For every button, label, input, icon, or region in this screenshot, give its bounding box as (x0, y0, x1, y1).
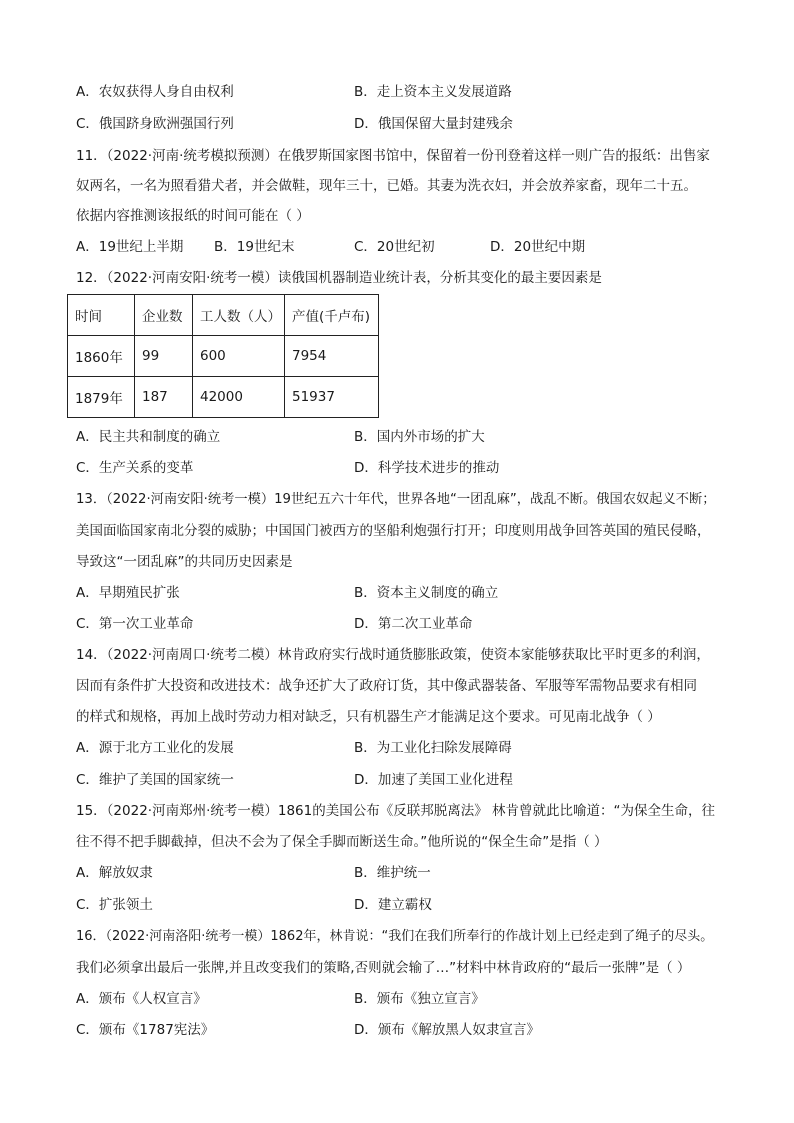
table-row (68, 377, 379, 418)
q15-stem-line-1: 15．（2022·河南郑州·统考一模）1861的美国公布《反联邦脱离法》 林肯曾就此比喻道：“为保全生命，往 (76, 803, 716, 819)
q14-stem-line-2: 因而有条件扩大投资和改进技术：战争还扩大了政府订货，其中像武器装备、军服等军需物品要求有相同 (76, 678, 697, 694)
table-header-cell: 企业数 (135, 295, 193, 336)
q14-stem-line-1: 14．（2022·河南周口·统考二模）林肯政府实行战时通货膨胀政策，使资本家能够获取比平时更多的利润， (76, 647, 710, 663)
table-cell: 7954 (285, 336, 379, 377)
q15-option-a: A．解放奴隶 (76, 865, 153, 881)
q16-stem-line-1: 16．（2022·河南洛阳·统考一模）1862年，林肯说：“我们在我们所奉行的作战计划上已经走到了绳子的尽头。 (76, 929, 714, 944)
q12-option-d: D．科学技术进步的推动 (354, 460, 500, 476)
table-cell: 99 (135, 336, 193, 377)
statistics-table (67, 294, 379, 418)
q14-stem-line-3: 的样式和规格，再加上战时劳动力相对缺乏，只有机器生产才能满足这个要求。可见南北战争（ ） (76, 709, 661, 725)
q11-option-d: D．20世纪中期 (490, 239, 586, 255)
table-row (68, 336, 379, 377)
q11-option-c: C．20世纪初 (354, 239, 435, 255)
table-cell: 1860年 (68, 336, 135, 377)
q12-option-b: B．国内外市场的扩大 (354, 429, 485, 445)
q12-stem: 12．（2022·河南安阳·统考一模）读俄国机器制造业统计表，分析其变化的最主要因素是 (76, 270, 602, 286)
q16-option-d: D．颁布《解放黑人奴隶宣言》 (354, 1022, 540, 1038)
table-cell: 187 (135, 377, 193, 418)
table-header-cell: 工人数（人） (193, 295, 285, 336)
q12-option-a: A．民主共和制度的确立 (76, 429, 221, 445)
q13-stem-line-1: 13．（2022·河南安阳·统考一模）19世纪五六十年代，世界各地“一团乱麻”，战乱不断。俄国农奴起义不断； (76, 492, 716, 507)
q12-option-c: C．生产关系的变革 (76, 460, 194, 476)
q14-option-b: B．为工业化扫除发展障碍 (354, 740, 512, 756)
q11-option-b: B．19世纪末 (214, 239, 295, 255)
q15-option-b: B．维护统一 (354, 865, 431, 881)
q10-option-a: A．农奴获得人身自由权利 (76, 84, 234, 100)
q10-option-c: C．俄国跻身欧洲强国行列 (76, 116, 234, 132)
q14-option-a: A．源于北方工业化的发展 (76, 740, 234, 756)
q16-stem-line-2: 我们必须拿出最后一张牌,并且改变我们的策略,否则就会输了…”材料中林肯政府的“最后一张牌”是（ ） (76, 960, 691, 976)
table-header-row (68, 295, 379, 336)
q11-stem-line-3: 依据内容推测该报纸的时间可能在（ ） (76, 208, 310, 224)
q15-stem-line-2: 往不得不把手脚截掉，但决不会为了保全手脚而断送生命。”他所说的“保全生命”是指（ ） (76, 834, 608, 850)
table-cell: 42000 (193, 377, 285, 418)
q13-option-d: D．第二次工业革命 (354, 616, 473, 632)
q16-option-a: A．颁布《人权宣言》 (76, 991, 207, 1007)
q16-option-b: B．颁布《独立宣言》 (354, 991, 485, 1007)
q10-option-b: B．走上资本主义发展道路 (354, 84, 512, 100)
q13-stem-line-3: 导致这“一团乱麻”的共同历史因素是 (76, 554, 293, 570)
q14-option-d: D．加速了美国工业化进程 (354, 772, 513, 788)
q11-option-a: A．19世纪上半期 (76, 239, 184, 255)
q11-stem-line-2: 奴两名，一名为照看猎犬者，并会做鞋，现年三十，已婚。其妻为洗衣妇，并会放养家畜，现年二十五。 (76, 178, 697, 194)
table-cell: 600 (193, 336, 285, 377)
q14-option-c: C．维护了美国的国家统一 (76, 772, 234, 788)
table-cell: 51937 (285, 377, 379, 418)
q10-option-d: D．俄国保留大量封建残余 (354, 116, 513, 132)
q15-option-c: C．扩张领土 (76, 897, 153, 913)
q13-option-c: C．第一次工业革命 (76, 616, 194, 632)
q11-stem-line-1: 11．（2022·河南·统考模拟预测）在俄罗斯国家图书馆中，保留着一份刊登着这样一则广告的报纸：出售家 (76, 148, 710, 164)
q13-stem-line-2: 美国面临国家南北分裂的威胁；中国国门被西方的坚船利炮强行打开；印度则用战争回答英国的殖民侵略， (76, 523, 711, 539)
table-cell: 1879年 (68, 377, 135, 418)
table-header-cell: 时间 (68, 295, 135, 336)
q13-option-a: A．早期殖民扩张 (76, 585, 180, 601)
q13-option-b: B．资本主义制度的确立 (354, 585, 499, 601)
table-header-cell: 产值(千卢布) (285, 295, 379, 336)
q16-option-c: C．颁布《1787宪法》 (76, 1022, 215, 1038)
q15-option-d: D．建立霸权 (354, 897, 432, 913)
